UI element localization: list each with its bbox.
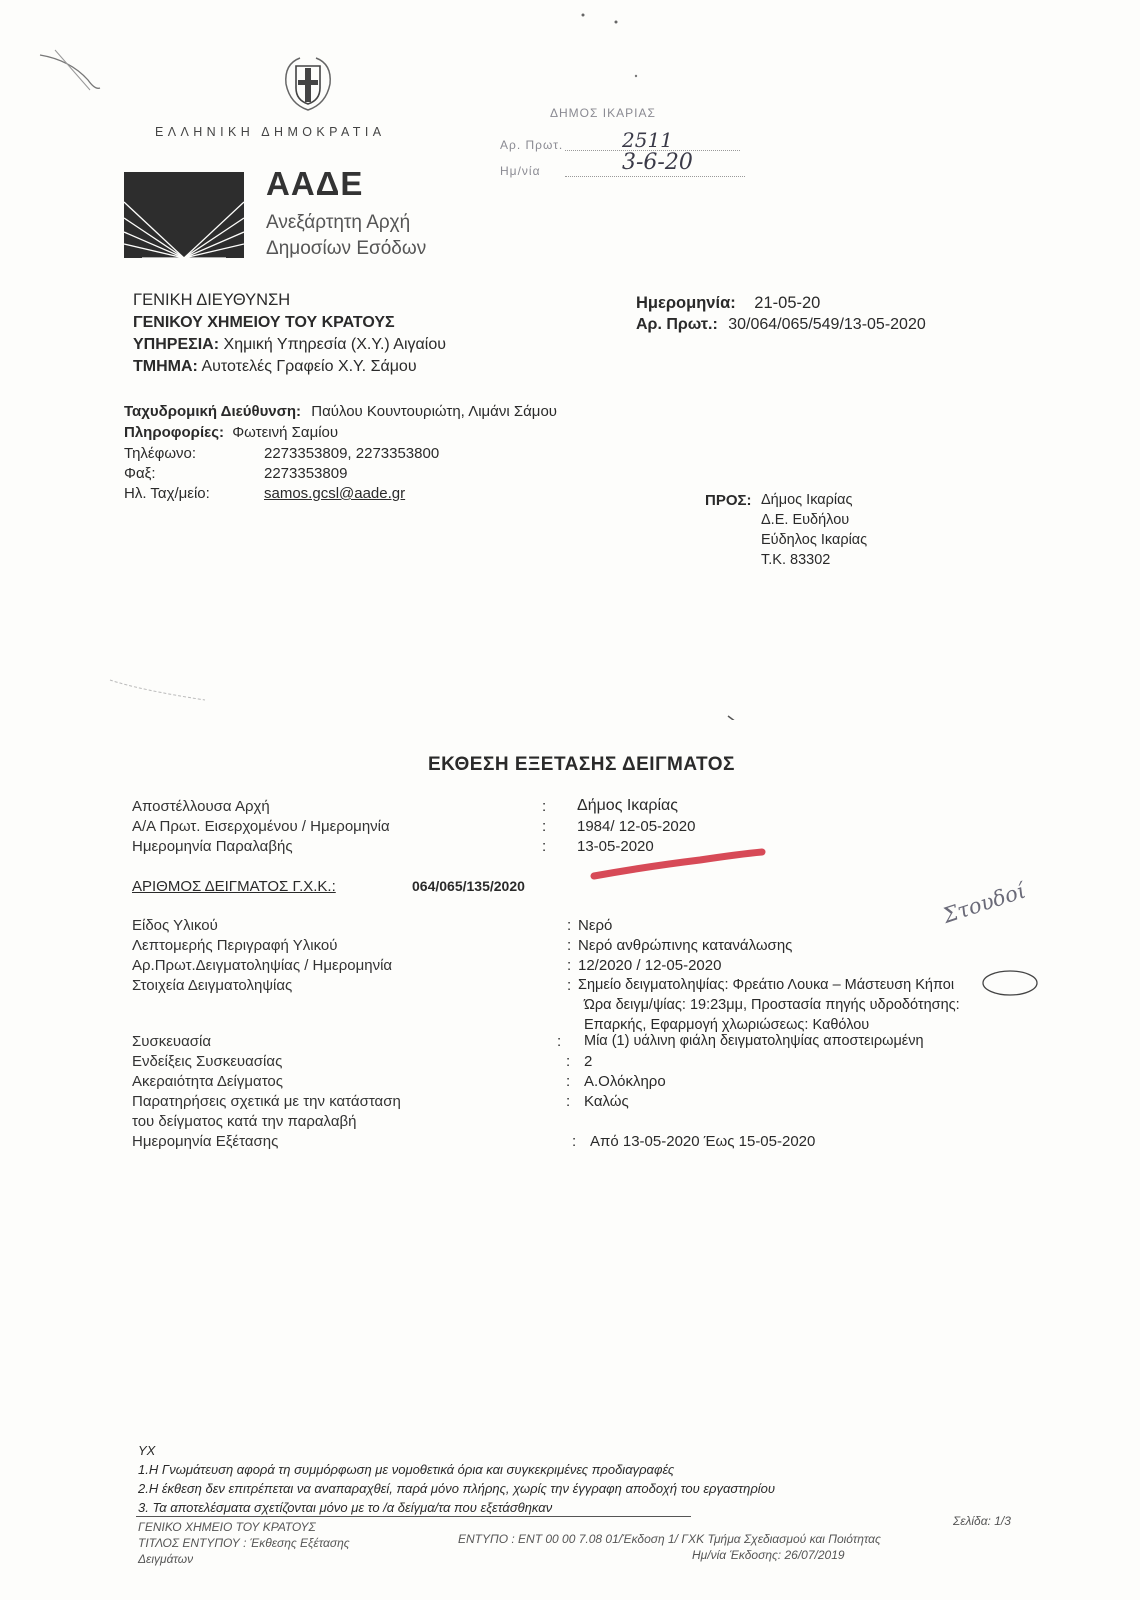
email-link[interactable]: samos.gcsl@aade.gr: [264, 485, 406, 502]
section1-value-0: Δήμος Ικαρίας: [577, 797, 678, 814]
recipient-line3: Εύδηλος Ικαρίας: [761, 532, 868, 548]
section2-value-2: 12/2020 / 12-05-2020: [578, 957, 722, 974]
fax-label: Φαξ:: [124, 465, 156, 482]
meta-date: [636, 294, 820, 313]
meta-protocol-value: 30/064/065/549/13-05-2020: [728, 316, 926, 333]
footer-left2: ΤΙΤΛΟΣ ΕΝΤΥΠΟΥ : Έκθεσης Εξέτασης: [138, 1536, 350, 1550]
section3-value-0: Μία (1) υάλινη φιάλη δειγματοληψίας αποστειρωμένη: [584, 1033, 924, 1049]
recipient-line4: Τ.Κ. 83302: [761, 552, 831, 568]
section2-value-0: Νερό: [578, 917, 613, 934]
fax-value: 2273353809: [264, 465, 348, 482]
org-department: [133, 358, 417, 376]
section2-value-3: Σημείο δειγματοληψίας: Φρεάτιο Λουκα – Μάστευση Κήποι: [578, 977, 955, 993]
footer-divider: [136, 1516, 691, 1517]
section3-colon-3: :: [566, 1093, 571, 1110]
department-label: ΤΜΗΜΑ:: [133, 358, 198, 375]
contact-info: [124, 424, 338, 441]
footer-page: Σελίδα: 1/3: [953, 1514, 1011, 1528]
section3-value-1: 2: [584, 1053, 593, 1070]
service-label: ΥΠΗΡΕΣΙΑ:: [133, 336, 220, 353]
footer-form2: Ημ/νία Έκδοσης: 26/07/2019: [692, 1548, 845, 1562]
info-value: Φωτεινή Σαμίου: [232, 424, 339, 441]
section2-colon-1: :: [567, 937, 572, 954]
aade-abbreviation: ΑΑΔΕ: [266, 165, 364, 202]
section1-colon-2: :: [542, 838, 547, 855]
section1-colon-0: :: [542, 798, 547, 815]
section2-label-3: Στοιχεία Δειγματοληψίας: [132, 977, 293, 994]
sampling-details-cont1: Ώρα δειγμ/ψίας: 19:23μμ, Προστασία πηγής υδροδότησης:: [584, 997, 960, 1013]
footer-left3: Δειγμάτων: [138, 1552, 194, 1566]
footer-left1: ΓΕΝΙΚΟ ΧΗΜΕΙΟ ΤΟΥ ΚΡΑΤΟΥΣ: [138, 1520, 316, 1534]
section3-label-2: Ακεραιότητα Δείγματος: [132, 1073, 283, 1090]
footer-note3: 3. Τα αποτελέσματα σχετίζονται μόνο με το /α δείγμα/τα που εξετάσθηκαν: [138, 1500, 553, 1515]
contact-address: [124, 403, 557, 420]
section3-label-0: Συσκευασία: [132, 1033, 212, 1050]
meta-protocol-label: Αρ. Πρωτ.:: [636, 316, 718, 333]
report-title: ΕΚΘΕΣΗ ΕΞΕΤΑΣΗΣ ΔΕΙΓΜΑΤΟΣ: [428, 754, 735, 775]
section1-label-0: Αποστέλλουσα Αρχή: [132, 798, 270, 815]
info-label: Πληροφορίες:: [124, 424, 225, 441]
recipient-line1: Δήμος Ικαρίας: [761, 492, 853, 508]
observations-cont: του δείγματος κατά την παραλαβή: [132, 1113, 357, 1130]
stamp-protocol-value: 2511: [622, 128, 673, 152]
coat-of-arms-emblem: [278, 52, 338, 118]
section2-value-1: Νερό ανθρώπινης κατανάλωσης: [578, 937, 793, 954]
republic-label: ΕΛΛΗΝΙΚΗ ΔΗΜΟΚΡΑΤΙΑ: [155, 125, 386, 139]
footer-yx: ΥΧ: [138, 1443, 156, 1458]
stamp-date-label: Ημ/νία: [500, 164, 541, 178]
section3-colon-2: :: [566, 1073, 571, 1090]
stamp-date-value: 3-6-20: [622, 150, 693, 175]
aade-name-line2: Δημοσίων Εσόδων: [266, 238, 427, 259]
stamp-date-dots: [565, 176, 745, 177]
meta-protocol: [636, 316, 926, 334]
section1-label-1: Α/Α Πρωτ. Εισερχομένου / Ημερομηνία: [132, 818, 390, 835]
recipient-label: ΠΡΟΣ:: [705, 492, 752, 509]
section2-colon-2: :: [567, 957, 572, 974]
meta-date-label: Ημερομηνία:: [636, 294, 736, 312]
org-line2: ΓΕΝΙΚΟΥ ΧΗΜΕΙΟΥ ΤΟΥ ΚΡΑΤΟΥΣ: [133, 314, 395, 331]
section2-colon-3: :: [567, 977, 572, 994]
recipient-line2: Δ.Ε. Ευδήλου: [761, 512, 850, 528]
org-line1: ΓΕΝΙΚΗ ΔΙΕΥΘΥΝΣΗ: [133, 291, 291, 309]
handwritten-circle: [980, 968, 1040, 998]
sample-number-label: ΑΡΙΘΜΟΣ ΔΕΙΓΜΑΤΟΣ Γ.Χ.Κ.:: [132, 878, 336, 895]
meta-date-value: 21-05-20: [754, 294, 821, 312]
section3-label-1: Ενδείξεις Συσκευασίας: [132, 1053, 283, 1070]
stamp-protocol-label: Αρ. Πρωτ.: [500, 138, 564, 152]
section3-colon-0: :: [557, 1033, 562, 1050]
exam-date-colon: :: [572, 1133, 577, 1150]
section2-label-1: Λεπτομερής Περιγραφή Υλικού: [132, 937, 338, 954]
footer-note2: 2.Η έκθεση δεν επιτρέπεται να αναπαραχθεί, παρά μόνο πλήρης, χωρίς την έγγραφη αποδοχή του εργαστηρίου: [138, 1481, 776, 1496]
section1-label-2: Ημερομηνία Παραλαβής: [132, 838, 293, 855]
aade-name-line1: Ανεξάρτητη Αρχή: [266, 212, 411, 233]
phone-value: 2273353809, 2273353800: [264, 445, 440, 462]
address-value: Παύλου Κουντουριώτη, Λιμάνι Σάμου: [311, 403, 557, 420]
section2-colon-0: :: [567, 917, 572, 934]
phone-label: Τηλέφωνο:: [124, 445, 197, 462]
org-service: [133, 336, 446, 354]
red-marker-stroke: [590, 848, 770, 882]
department-value: Αυτοτελές Γραφείο Χ.Υ. Σάμου: [201, 358, 417, 375]
service-value: Χημική Υπηρεσία (Χ.Υ.) Αιγαίου: [223, 336, 446, 353]
sampling-details-cont2: Επαρκής, Εφαρμογή χλωριώσεως: Καθόλου: [584, 1017, 870, 1033]
sample-number-value: 064/065/135/2020: [412, 878, 525, 894]
section2-label-2: Αρ.Πρωτ.Δειγματοληψίας / Ημερομηνία: [132, 957, 393, 974]
section2-label-0: Είδος Υλικού: [132, 917, 218, 934]
section3-label-3: Παρατηρήσεις σχετικά με την κατάσταση: [132, 1093, 401, 1110]
exam-date-value: Από 13-05-2020 Έως 15-05-2020: [590, 1133, 816, 1150]
stamp-municipality: ΔΗΜΟΣ ΙΚΑΡΙΑΣ: [550, 106, 656, 120]
section1-colon-1: :: [542, 818, 547, 835]
email-label: Ηλ. Ταχ/μείο:: [124, 485, 210, 502]
aade-logo-mark: [124, 172, 244, 262]
footer-form1: ΕΝΤΥΠΟ : ΕΝΤ 00 00 7.08 01/Έκδοση 1/ ΓΧΚ Τμήμα Σχεδιασμού και Ποιότητας: [458, 1532, 881, 1546]
section3-value-3: Καλώς: [584, 1093, 629, 1110]
exam-date-label: Ημερομηνία Εξέτασης: [132, 1133, 279, 1150]
address-label: Ταχυδρομική Διεύθυνση:: [124, 403, 302, 420]
handwritten-note: Στουδοί: [940, 878, 1029, 928]
section1-value-2: 13-05-2020: [577, 838, 654, 855]
section3-colon-1: :: [566, 1053, 571, 1070]
section1-value-1: 1984/ 12-05-2020: [577, 818, 696, 835]
footer-note1: 1.Η Γνωμάτευση αφορά τη συμμόρφωση με νομοθετικά όρια και συγκεκριμένες προδιαγραφές: [138, 1462, 675, 1477]
section3-value-2: Α.Ολόκληρο: [584, 1073, 666, 1090]
